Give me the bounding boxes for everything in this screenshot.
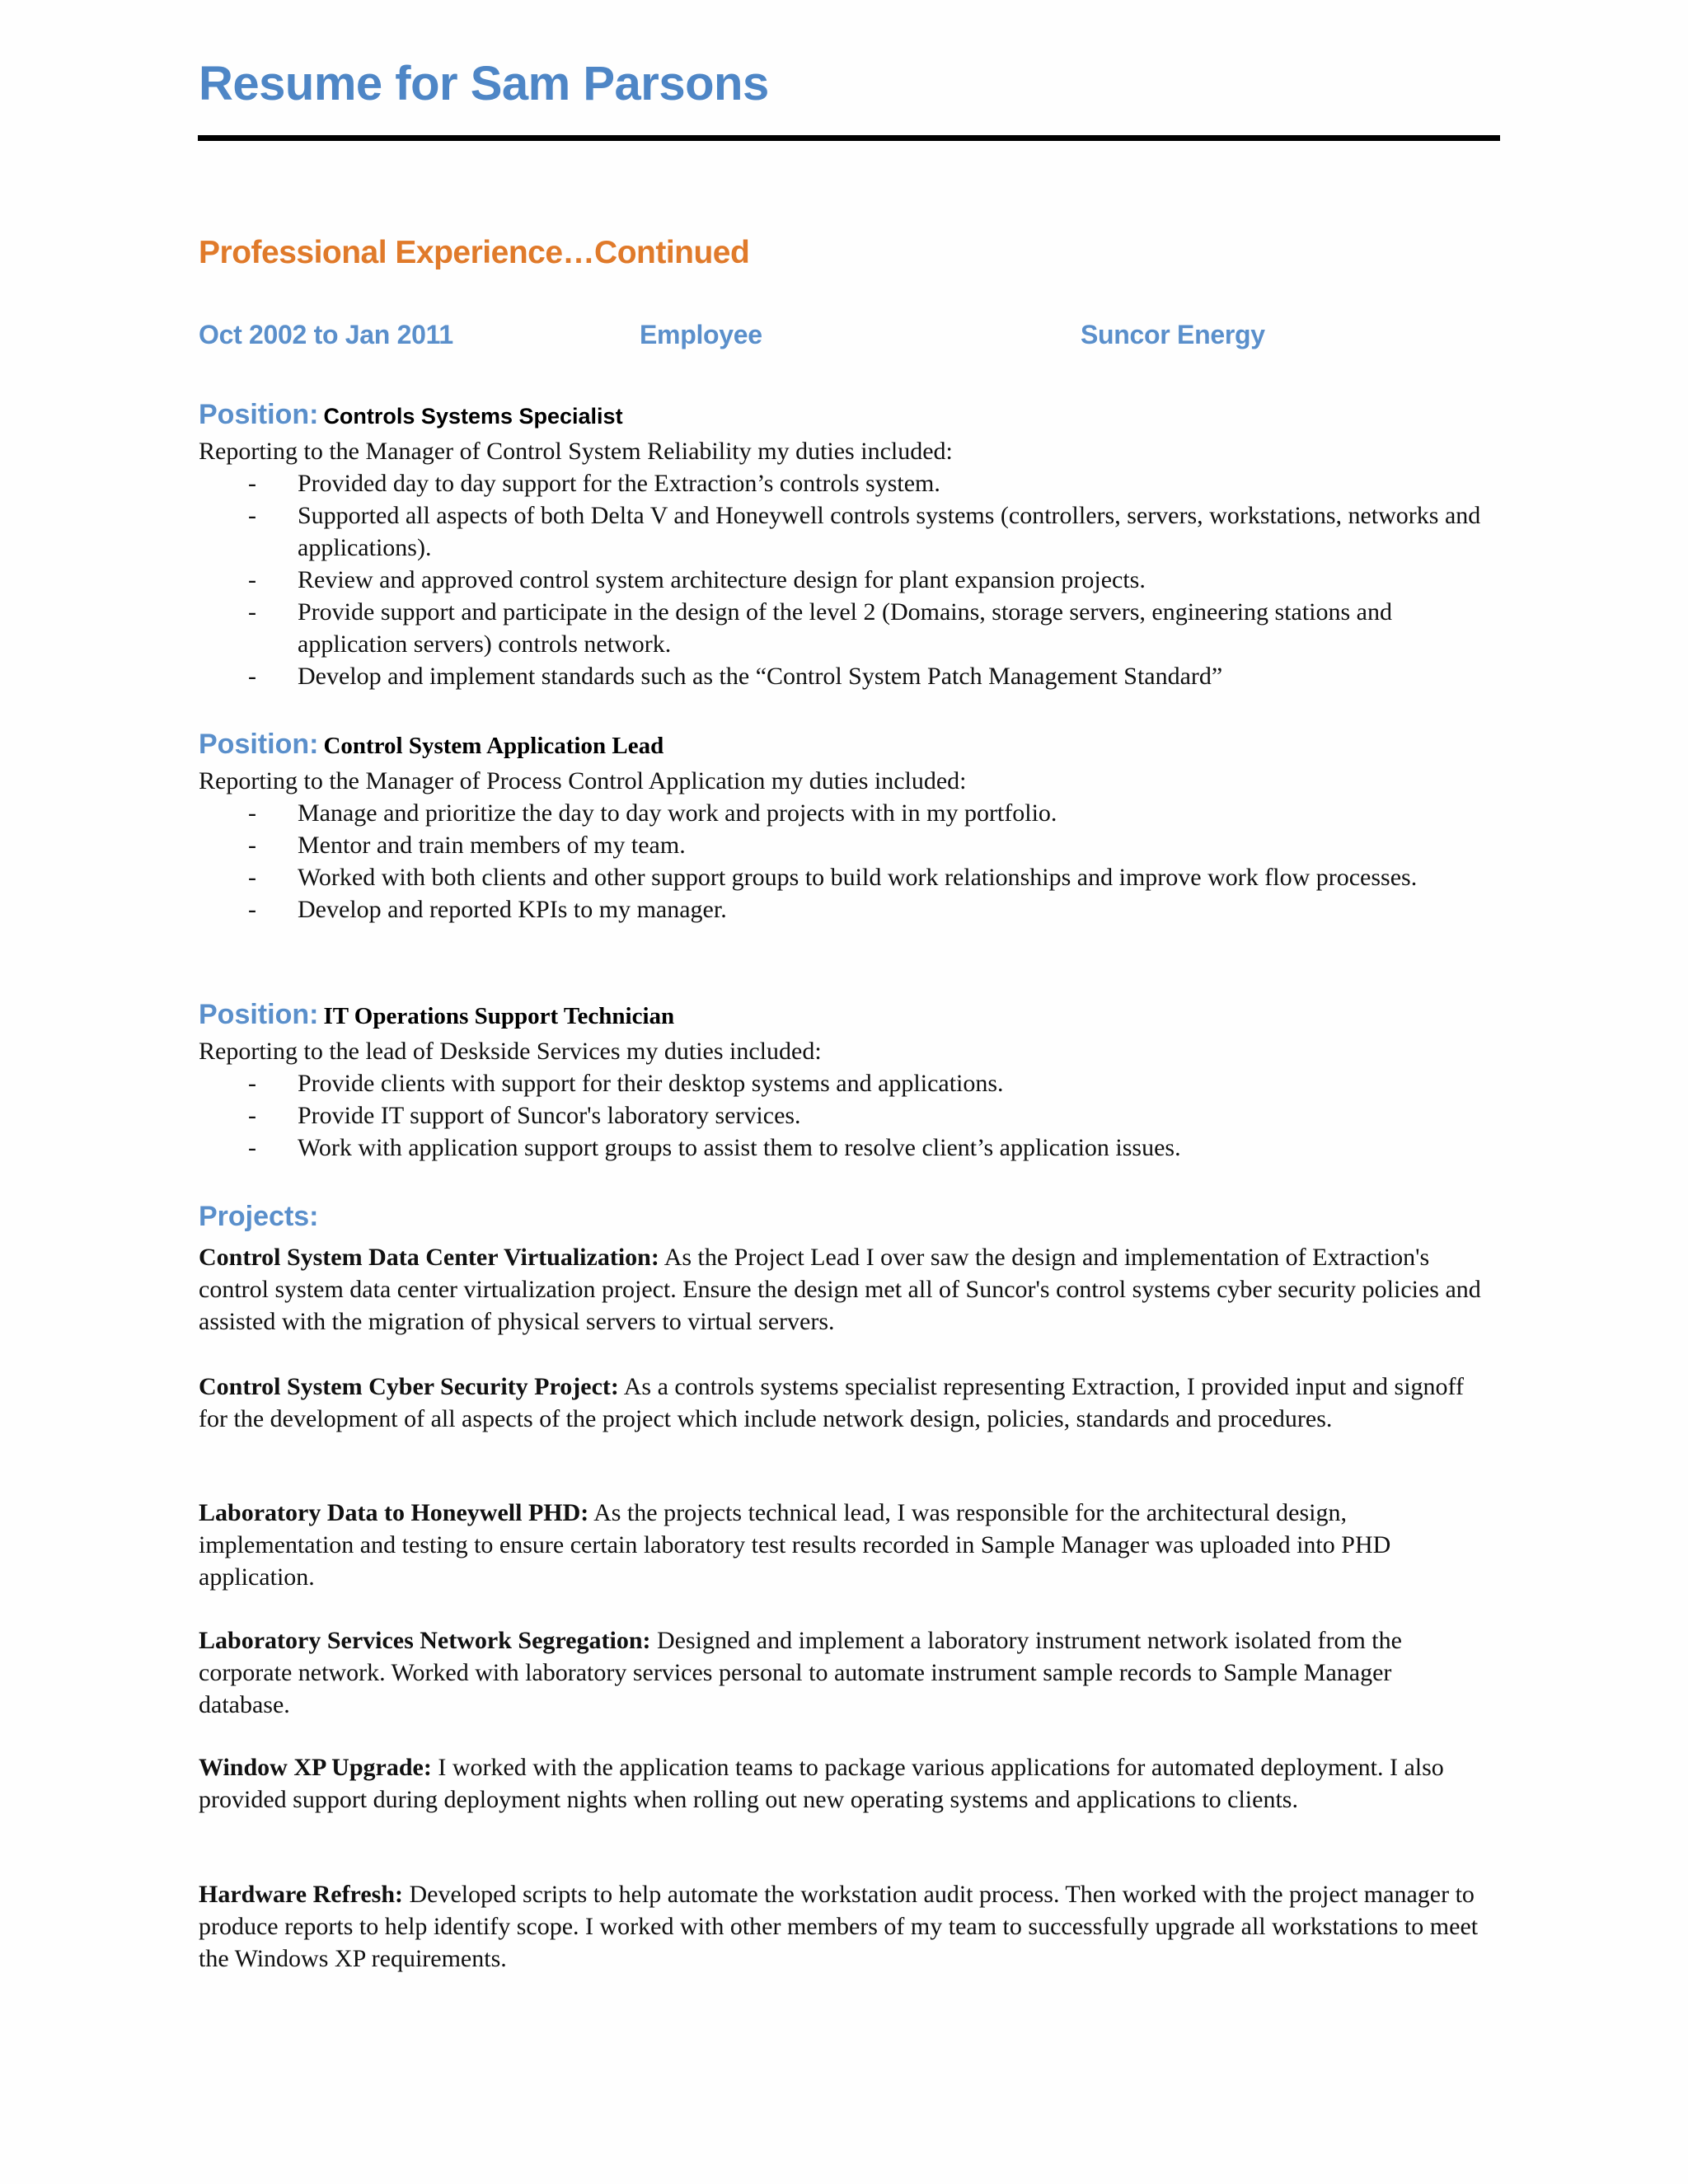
duty-item — [199, 1067, 1501, 1099]
projects-heading: Projects: — [199, 1201, 319, 1232]
duty-item — [199, 861, 1501, 893]
position-heading — [199, 729, 1501, 765]
job-dates: Oct 2002 to Jan 2011 — [199, 320, 453, 349]
position-title: Control System Application Lead — [323, 733, 664, 759]
duty-text: Provided day to day support for the Extraction’s controls system. — [298, 470, 940, 497]
project-item — [199, 1751, 1484, 1816]
dash-bullet: - — [248, 896, 256, 923]
duty-item — [199, 499, 1501, 564]
position-title: Controls Systems Specialist — [323, 404, 623, 429]
dash-bullet: - — [248, 832, 256, 859]
duty-text: Develop and reported KPIs to my manager. — [298, 896, 727, 923]
duty-item — [199, 1099, 1501, 1132]
project-text: As the Project Lead I over saw the design and implementation of Extraction's control system data center virtualization project. Ensure the design met all of Suncor's control systems cyber security policies and assisted with the migration of physical servers to virtual servers. — [199, 1244, 1481, 1335]
position-heading — [199, 399, 1501, 435]
dash-bullet: - — [248, 864, 256, 891]
section-heading: Professional Experience…Continued — [199, 235, 750, 270]
duty-item — [199, 596, 1501, 660]
project-text: Designed and implement a laboratory instrument network isolated from the corporate network. Worked with laboratory services personal to automate instrument sample records to Sample Manager database. — [199, 1627, 1402, 1718]
duty-item — [199, 797, 1501, 829]
title-divider — [198, 135, 1500, 141]
dash-bullet: - — [248, 470, 256, 497]
job-company: Suncor Energy — [1081, 320, 1265, 349]
job-type: Employee — [640, 320, 762, 349]
duty-item — [199, 893, 1501, 926]
project-text: As a controls systems specialist representing Extraction, I provided input and signoff for the development of all aspects of the project which include network design, policies, standards and procedures. — [199, 1373, 1464, 1432]
duty-text: Provide IT support of Suncor's laboratory services. — [298, 1102, 801, 1129]
duty-list — [199, 467, 1501, 692]
duty-text: Provide clients with support for their desktop systems and applications. — [298, 1070, 1004, 1097]
position-block — [199, 999, 1501, 1164]
position-label: Position: — [199, 729, 319, 760]
project-title: Window XP Upgrade: — [199, 1754, 432, 1781]
page-title: Resume for Sam Parsons — [199, 57, 769, 110]
project-title: Control System Data Center Virtualization: — [199, 1244, 659, 1271]
position-heading — [199, 999, 1501, 1035]
position-intro: Reporting to the Manager of Process Control Application my duties included: — [199, 767, 967, 794]
position-label: Position: — [199, 999, 319, 1030]
position-block — [199, 399, 1501, 692]
dash-bullet: - — [248, 598, 256, 626]
project-text: Developed scripts to help automate the workstation audit process. Then worked with the project manager to produce reports to help identify scope. I worked with other members of my team to successfully upgrade all workstations to meet the Windows XP requirements. — [199, 1881, 1479, 1972]
project-item — [199, 1241, 1484, 1338]
project-item — [199, 1497, 1484, 1593]
position-label: Position: — [199, 399, 319, 430]
position-intro: Reporting to the lead of Deskside Services my duties included: — [199, 1038, 822, 1065]
duty-item — [199, 660, 1501, 692]
duty-text: Work with application support groups to assist them to resolve client’s application issues. — [298, 1134, 1181, 1161]
duty-item — [199, 1132, 1501, 1164]
project-item — [199, 1624, 1484, 1721]
project-title: Control System Cyber Security Project: — [199, 1373, 619, 1400]
duty-text: Provide support and participate in the design of the level 2 (Domains, storage servers, engineering stations and application servers) controls network. — [298, 598, 1392, 658]
duty-item — [199, 564, 1501, 596]
position-intro: Reporting to the Manager of Control System Reliability my duties included: — [199, 438, 953, 465]
duty-list — [199, 1067, 1501, 1164]
duty-text: Supported all aspects of both Delta V and Honeywell controls systems (controllers, servers, workstations, networks and applications). — [298, 502, 1481, 561]
duty-text: Mentor and train members of my team. — [298, 832, 686, 859]
duty-text: Review and approved control system architecture design for plant expansion projects. — [298, 566, 1146, 593]
dash-bullet: - — [248, 799, 256, 827]
position-title: IT Operations Support Technician — [323, 1003, 675, 1029]
dash-bullet: - — [248, 1070, 256, 1097]
dash-bullet: - — [248, 1102, 256, 1129]
project-title: Laboratory Services Network Segregation: — [199, 1627, 651, 1654]
dash-bullet: - — [248, 502, 256, 529]
project-title: Hardware Refresh: — [199, 1881, 403, 1908]
project-text: As the projects technical lead, I was responsible for the architectural design, implementation and testing to ensure certain laboratory test results recorded in Sample Manager was uploaded into PHD application. — [199, 1499, 1391, 1591]
duty-text: Develop and implement standards such as the “Control System Patch Management Standard” — [298, 663, 1223, 690]
dash-bullet: - — [248, 1134, 256, 1161]
duty-item — [199, 829, 1501, 861]
dash-bullet: - — [248, 566, 256, 593]
project-title: Laboratory Data to Honeywell PHD: — [199, 1499, 589, 1526]
duty-item — [199, 467, 1501, 499]
dash-bullet: - — [248, 663, 256, 690]
duty-text: Manage and prioritize the day to day work and projects with in my portfolio. — [298, 799, 1057, 827]
duty-list — [199, 797, 1501, 926]
project-text: I worked with the application teams to package various applications for automated deployment. I also provided support during deployment nights when rolling out new operating systems and applications to clients. — [199, 1754, 1444, 1813]
position-block — [199, 729, 1501, 926]
project-item — [199, 1371, 1484, 1435]
project-item — [199, 1878, 1484, 1975]
duty-text: Worked with both clients and other support groups to build work relationships and improve work flow processes. — [298, 864, 1418, 891]
